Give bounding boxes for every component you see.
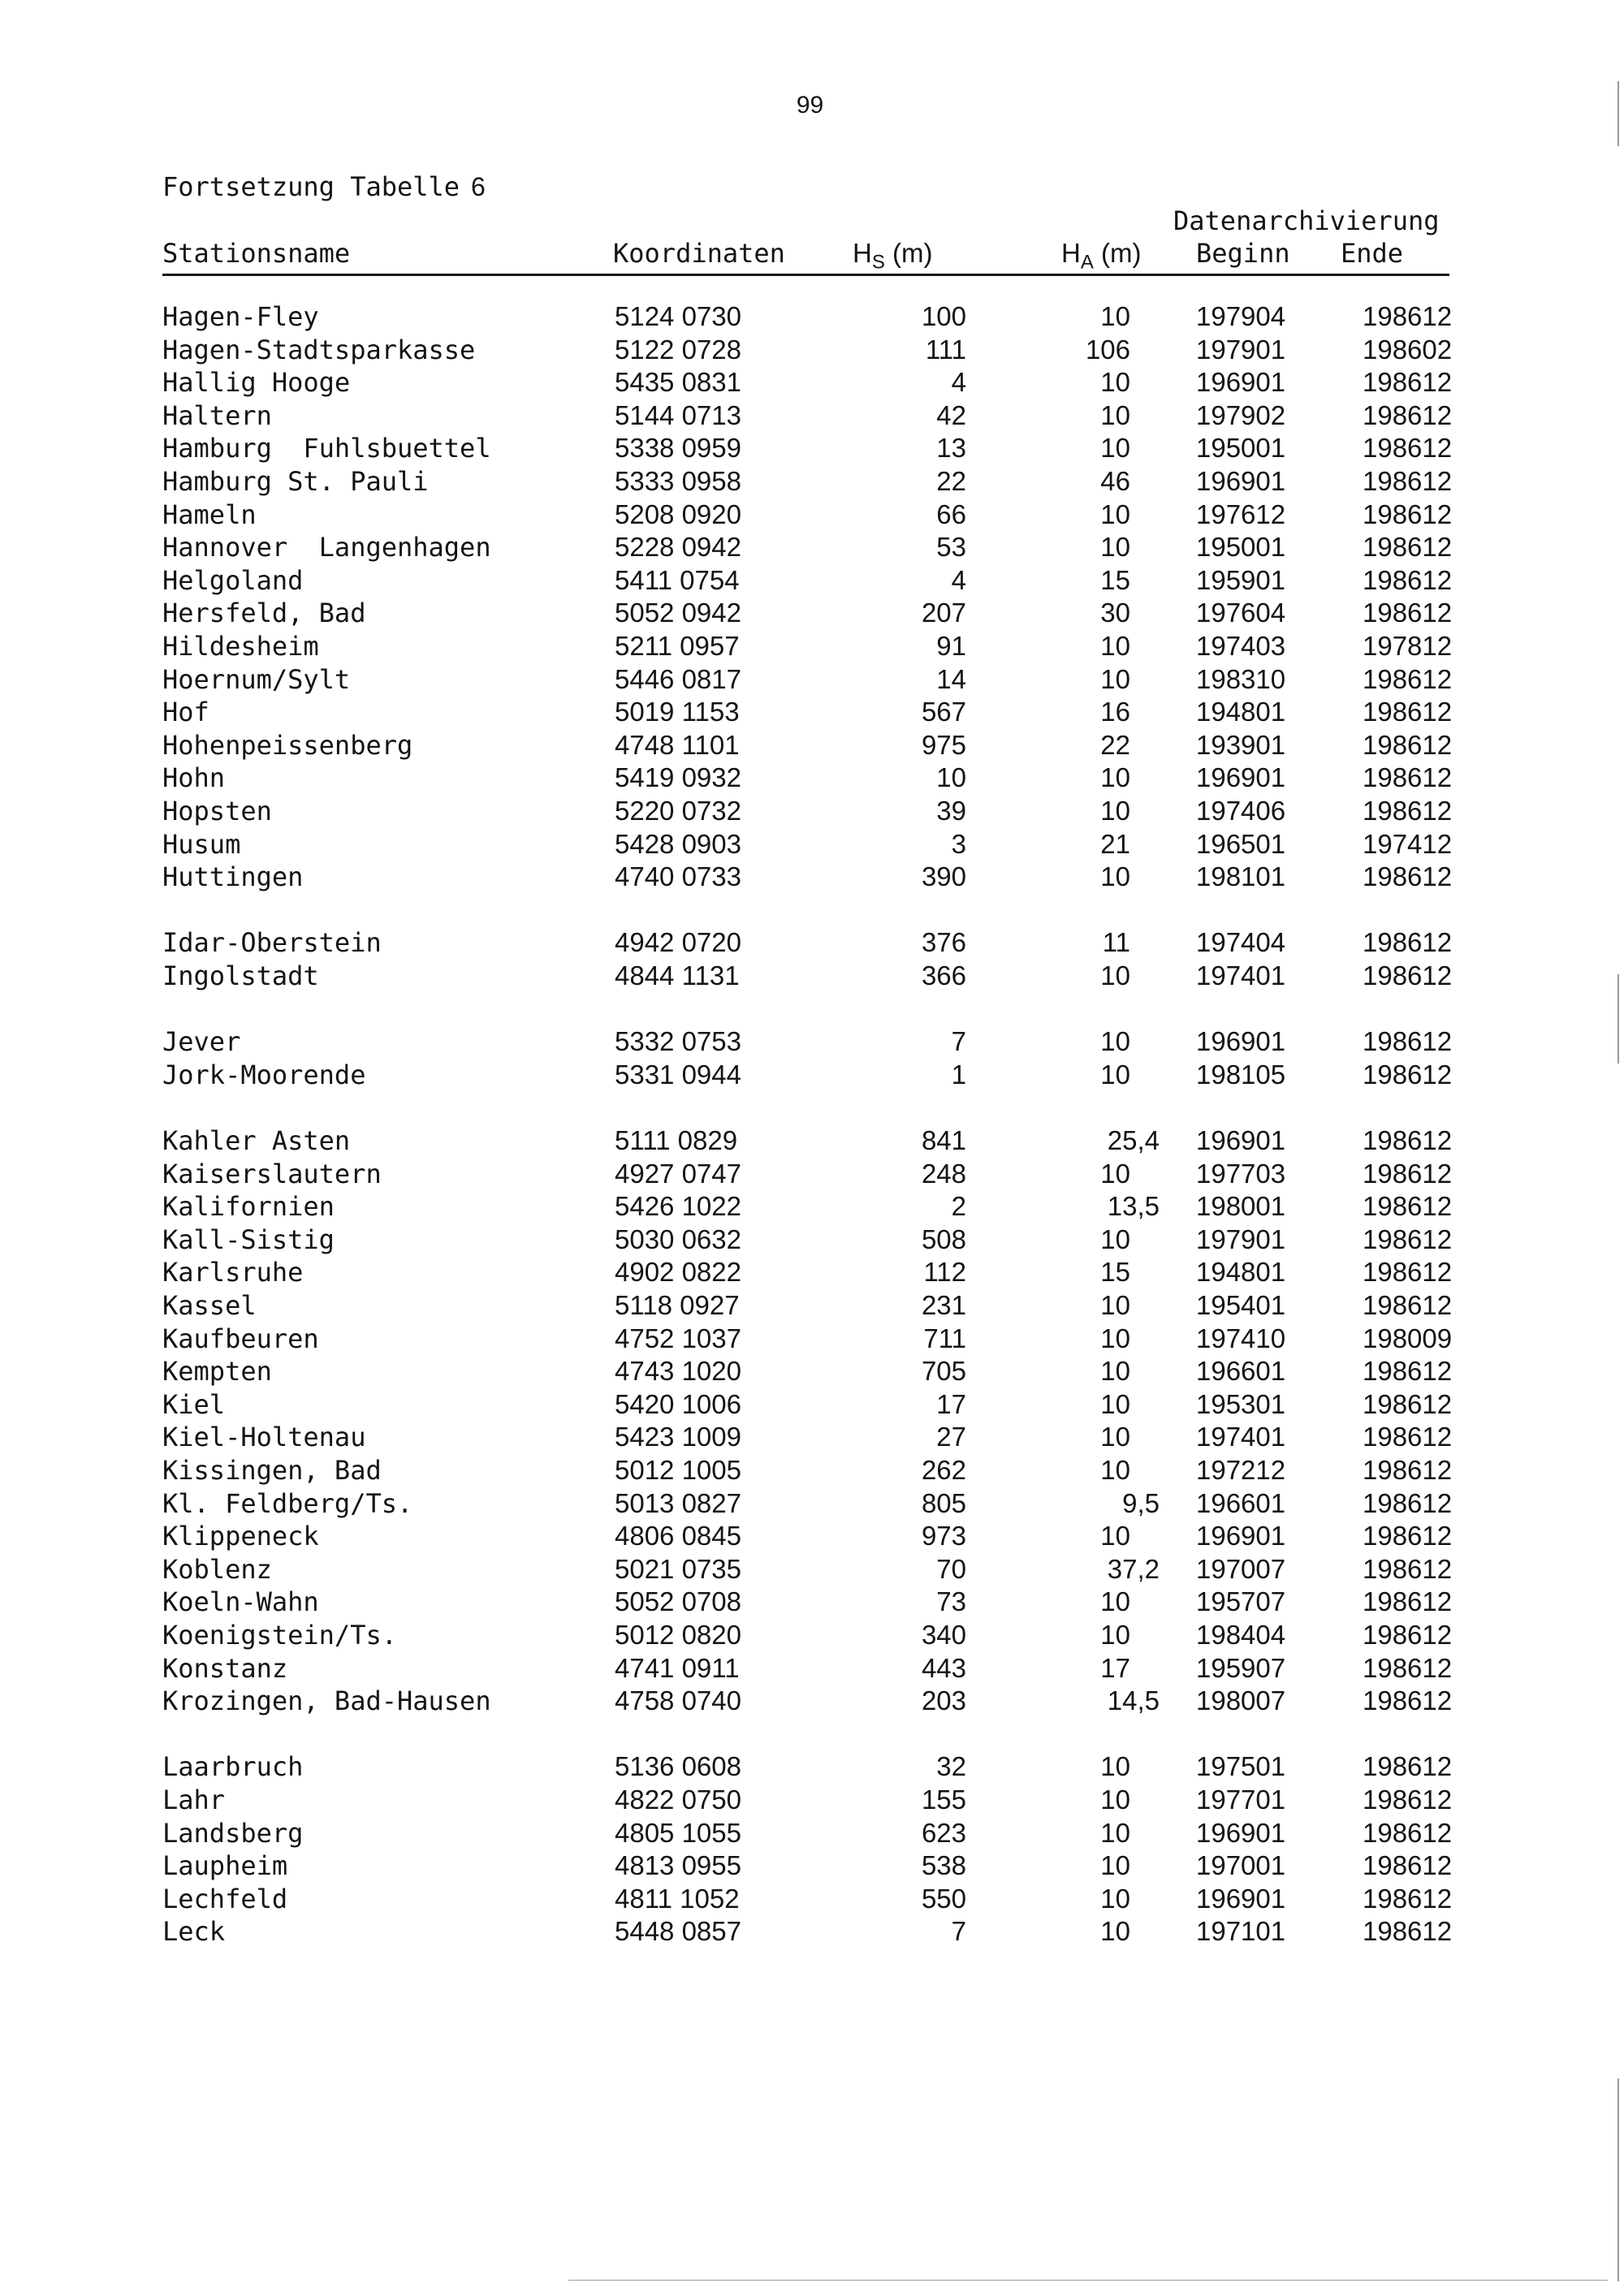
- cell-station: Landsberg: [162, 1818, 304, 1849]
- cell-coordinates: 5208 0920: [615, 499, 741, 529]
- cell-coordinates: 5118 0927: [615, 1290, 740, 1320]
- cell-beginn: 197604: [1196, 598, 1286, 628]
- cell-coordinates: 5012 0820: [615, 1620, 741, 1650]
- cell-beginn: 196901: [1196, 1521, 1286, 1551]
- cell-beginn: 197212: [1196, 1455, 1286, 1485]
- cell-coordinates: 5228 0942: [615, 532, 741, 562]
- cell-beginn: 197401: [1196, 960, 1286, 990]
- cell-hs: 231: [921, 1290, 966, 1320]
- cell-station: Kalifornien: [162, 1191, 335, 1222]
- cell-ende: 198612: [1363, 565, 1453, 595]
- cell-hs: 390: [921, 861, 966, 891]
- cell-station: Helgoland: [162, 565, 304, 596]
- cell-ha: 21: [1100, 829, 1130, 859]
- cell-hs: 508: [921, 1224, 966, 1254]
- cell-beginn: 196901: [1196, 1818, 1286, 1848]
- cell-ha: 10: [1100, 762, 1130, 792]
- cell-coordinates: 5338 0959: [615, 433, 741, 463]
- cell-hs: 550: [921, 1884, 966, 1914]
- cell-hs: 100: [921, 301, 966, 331]
- cell-beginn: 198404: [1196, 1620, 1286, 1650]
- cell-station: Leck: [162, 1916, 226, 1947]
- cell-station: Idar-Oberstein: [162, 927, 382, 958]
- cell-ha: 10: [1100, 1620, 1130, 1650]
- cell-hs: 711: [923, 1323, 966, 1353]
- cell-ha: 10: [1100, 1356, 1130, 1386]
- cell-station: Krozingen, Bad-Hausen: [162, 1685, 491, 1716]
- cell-ende: 197412: [1363, 829, 1453, 859]
- cell-ende: 198009: [1363, 1323, 1453, 1353]
- cell-coordinates: 4741 0911: [615, 1653, 740, 1683]
- header-ha-sub: A: [1080, 251, 1094, 274]
- cell-coordinates: 4805 1055: [615, 1818, 741, 1848]
- cell-beginn: 195707: [1196, 1586, 1286, 1616]
- cell-coordinates: 5220 0732: [615, 796, 741, 826]
- cell-station: Kassel: [162, 1290, 257, 1321]
- cell-hs: 203: [921, 1685, 966, 1716]
- cell-ende: 198612: [1363, 301, 1453, 331]
- subtitle-table-number: 6: [471, 172, 486, 201]
- cell-station: Kiel: [162, 1389, 226, 1420]
- cell-ha: 10: [1100, 301, 1130, 331]
- cell-beginn: 197401: [1196, 1422, 1286, 1452]
- cell-station: Hersfeld, Bad: [162, 598, 366, 628]
- cell-coordinates: 4740 0733: [615, 861, 741, 891]
- cell-ende: 198612: [1363, 1422, 1453, 1452]
- cell-ende: 198612: [1363, 960, 1453, 990]
- scan-mark: [568, 2280, 1608, 2281]
- cell-station: Kissingen, Bad: [162, 1455, 382, 1486]
- cell-ha: 30: [1100, 598, 1130, 628]
- cell-hs: 42: [936, 400, 966, 430]
- cell-ende: 198612: [1363, 1521, 1453, 1551]
- cell-coordinates: 4752 1037: [615, 1323, 741, 1353]
- cell-hs: 340: [921, 1620, 966, 1650]
- cell-station: Lechfeld: [162, 1884, 288, 1914]
- cell-ende: 198612: [1363, 1751, 1453, 1781]
- cell-beginn: 197001: [1196, 1850, 1286, 1880]
- cell-beginn: 196901: [1196, 1026, 1286, 1056]
- cell-ende: 198612: [1363, 1850, 1453, 1880]
- header-beginn: Beginn: [1196, 238, 1290, 269]
- cell-station: Kempten: [162, 1356, 272, 1387]
- cell-coordinates: 5428 0903: [615, 829, 741, 859]
- header-ha: [1061, 237, 1142, 279]
- cell-coordinates: 5030 0632: [615, 1224, 741, 1254]
- cell-ha: 37,2: [1107, 1554, 1160, 1584]
- cell-station: Konstanz: [162, 1653, 288, 1684]
- cell-ende: 198612: [1363, 1191, 1453, 1221]
- header-coords: Koordinaten: [613, 238, 785, 269]
- cell-hs: 17: [936, 1389, 966, 1419]
- cell-station: Hamburg Fuhlsbuettel: [162, 433, 491, 464]
- cell-station: Laarbruch: [162, 1751, 304, 1782]
- cell-ende: 198612: [1363, 1060, 1453, 1090]
- cell-ha: 10: [1100, 1850, 1130, 1880]
- cell-coordinates: 4927 0747: [615, 1159, 741, 1189]
- cell-hs: 538: [921, 1850, 966, 1880]
- cell-beginn: 197403: [1196, 631, 1286, 661]
- cell-ende: 198602: [1363, 334, 1453, 365]
- cell-station: Hallig Hooge: [162, 367, 351, 398]
- cell-ha: 10: [1100, 960, 1130, 990]
- cell-coordinates: 5124 0730: [615, 301, 741, 331]
- cell-beginn: 195001: [1196, 433, 1286, 463]
- cell-coordinates: 4758 0740: [615, 1685, 741, 1716]
- cell-beginn: 196901: [1196, 1884, 1286, 1914]
- page-number: 99: [796, 92, 824, 119]
- scan-mark: [1618, 2078, 1619, 2281]
- cell-hs: 13: [936, 433, 966, 463]
- cell-beginn: 198105: [1196, 1060, 1286, 1090]
- cell-station: Hildesheim: [162, 631, 319, 662]
- cell-beginn: 197404: [1196, 927, 1286, 957]
- cell-hs: 111: [925, 334, 966, 365]
- cell-coordinates: 4743 1020: [615, 1356, 741, 1386]
- cell-ha: 10: [1100, 1026, 1130, 1056]
- cell-coordinates: 5012 1005: [615, 1455, 741, 1485]
- cell-beginn: 196601: [1196, 1488, 1286, 1518]
- cell-coordinates: 5144 0713: [615, 400, 741, 430]
- cell-ha: 10: [1100, 861, 1130, 891]
- cell-hs: 376: [921, 927, 966, 957]
- cell-coordinates: 5448 0857: [615, 1916, 741, 1946]
- cell-hs: 10: [936, 762, 966, 792]
- cell-ende: 198612: [1363, 1916, 1453, 1946]
- table-subtitle: [162, 170, 486, 203]
- cell-coordinates: 4811 1052: [615, 1884, 740, 1914]
- cell-station: Hohenpeissenberg: [162, 730, 413, 761]
- cell-ende: 198612: [1363, 927, 1453, 957]
- cell-beginn: 197501: [1196, 1751, 1286, 1781]
- cell-beginn: 196901: [1196, 1125, 1286, 1155]
- cell-coordinates: 4942 0720: [615, 927, 741, 957]
- header-ha-letter: H: [1061, 238, 1081, 268]
- cell-ha: 10: [1100, 532, 1130, 562]
- header-datenarchivierung: Datenarchivierung: [1173, 205, 1440, 236]
- cell-ha: 14,5: [1107, 1685, 1160, 1716]
- cell-station: Kaiserslautern: [162, 1159, 382, 1189]
- cell-ende: 198612: [1363, 1653, 1453, 1683]
- cell-station: Kahler Asten: [162, 1125, 351, 1156]
- cell-hs: 112: [923, 1257, 966, 1287]
- cell-hs: 155: [921, 1785, 966, 1815]
- cell-ha: 10: [1100, 1751, 1130, 1781]
- cell-ende: 198612: [1363, 400, 1453, 430]
- cell-ha: 15: [1100, 1257, 1130, 1287]
- cell-beginn: 194801: [1196, 697, 1286, 727]
- cell-ha: 10: [1100, 1586, 1130, 1616]
- cell-ha: 10: [1100, 664, 1130, 694]
- cell-hs: 975: [921, 730, 966, 760]
- cell-station: Jever: [162, 1026, 241, 1057]
- cell-ha: 10: [1100, 1060, 1130, 1090]
- cell-station: Jork-Moorende: [162, 1060, 366, 1090]
- cell-coordinates: 5052 0942: [615, 598, 741, 628]
- cell-hs: 27: [936, 1422, 966, 1452]
- cell-ende: 198612: [1363, 1818, 1453, 1848]
- cell-coordinates: 5423 1009: [615, 1422, 741, 1452]
- cell-beginn: 195907: [1196, 1653, 1286, 1683]
- cell-hs: 366: [921, 960, 966, 990]
- cell-ende: 198612: [1363, 796, 1453, 826]
- subtitle-text: Fortsetzung Tabelle: [162, 171, 460, 202]
- cell-coordinates: 5111 0829: [615, 1125, 738, 1155]
- cell-station: Klippeneck: [162, 1521, 319, 1552]
- cell-beginn: 197410: [1196, 1323, 1286, 1353]
- cell-coordinates: 5013 0827: [615, 1488, 741, 1518]
- cell-ha: 10: [1100, 1290, 1130, 1320]
- cell-station: Kl. Feldberg/Ts.: [162, 1488, 413, 1519]
- header-ende: Ende: [1341, 238, 1404, 269]
- cell-coordinates: 5411 0754: [615, 565, 740, 595]
- cell-ende: 198612: [1363, 730, 1453, 760]
- cell-hs: 4: [951, 367, 966, 397]
- header-hs-letter: H: [853, 238, 872, 268]
- cell-station: Hannover Langenhagen: [162, 532, 491, 563]
- cell-beginn: 193901: [1196, 730, 1286, 760]
- cell-hs: 841: [921, 1125, 966, 1155]
- cell-hs: 3: [951, 829, 966, 859]
- cell-coordinates: 5420 1006: [615, 1389, 741, 1419]
- cell-ende: 198612: [1363, 433, 1453, 463]
- header-hs-sub: S: [871, 251, 885, 274]
- cell-ende: 198612: [1363, 697, 1453, 727]
- cell-hs: 32: [936, 1751, 966, 1781]
- cell-station: Koenigstein/Ts.: [162, 1620, 397, 1651]
- cell-ha: 10: [1100, 499, 1130, 529]
- cell-station: Huttingen: [162, 861, 304, 892]
- cell-ha: 25,4: [1107, 1125, 1160, 1155]
- cell-beginn: 197703: [1196, 1159, 1286, 1189]
- cell-ende: 198612: [1363, 1488, 1453, 1518]
- cell-hs: 443: [921, 1653, 966, 1683]
- cell-station: Koeln-Wahn: [162, 1586, 319, 1617]
- cell-coordinates: 4806 0845: [615, 1521, 741, 1551]
- cell-hs: 39: [936, 796, 966, 826]
- cell-hs: 66: [936, 499, 966, 529]
- cell-coordinates: 5419 0932: [615, 762, 741, 792]
- cell-station: Ingolstadt: [162, 960, 319, 991]
- cell-ha: 10: [1100, 1785, 1130, 1815]
- cell-beginn: 196901: [1196, 367, 1286, 397]
- cell-station: Laupheim: [162, 1850, 288, 1881]
- cell-ha: 10: [1100, 1224, 1130, 1254]
- cell-ende: 198612: [1363, 1290, 1453, 1320]
- cell-coordinates: 5331 0944: [615, 1060, 741, 1090]
- cell-beginn: 197701: [1196, 1785, 1286, 1815]
- header-station: Stationsname: [162, 238, 351, 269]
- cell-ende: 198612: [1363, 664, 1453, 694]
- cell-ende: 198612: [1363, 1125, 1453, 1155]
- cell-coordinates: 5426 1022: [615, 1191, 741, 1221]
- cell-station: Haltern: [162, 400, 272, 431]
- cell-station: Koblenz: [162, 1554, 272, 1585]
- cell-hs: 207: [921, 598, 966, 628]
- cell-hs: 14: [936, 664, 966, 694]
- cell-station: Kall-Sistig: [162, 1224, 335, 1255]
- cell-ende: 198612: [1363, 1159, 1453, 1189]
- cell-hs: 2: [951, 1191, 966, 1221]
- cell-ha: 10: [1100, 433, 1130, 463]
- cell-hs: 91: [936, 631, 966, 661]
- cell-coordinates: 4748 1101: [615, 730, 740, 760]
- cell-ha: 10: [1100, 1389, 1130, 1419]
- cell-ende: 198612: [1363, 598, 1453, 628]
- cell-hs: 973: [921, 1521, 966, 1551]
- cell-beginn: 198310: [1196, 664, 1286, 694]
- cell-beginn: 197901: [1196, 1224, 1286, 1254]
- cell-ha: 11: [1102, 927, 1130, 957]
- cell-hs: 705: [921, 1356, 966, 1386]
- scan-mark: [1618, 81, 1619, 146]
- cell-ende: 198612: [1363, 1455, 1453, 1485]
- cell-coordinates: 4822 0750: [615, 1785, 741, 1815]
- cell-ende: 198612: [1363, 1685, 1453, 1716]
- cell-beginn: 197901: [1196, 334, 1286, 365]
- cell-coordinates: 5122 0728: [615, 334, 741, 365]
- cell-ha: 17: [1100, 1653, 1130, 1683]
- cell-beginn: 196601: [1196, 1356, 1286, 1386]
- cell-ha: 10: [1100, 1159, 1130, 1189]
- cell-beginn: 197902: [1196, 400, 1286, 430]
- cell-hs: 262: [921, 1455, 966, 1485]
- cell-beginn: 196901: [1196, 466, 1286, 496]
- cell-station: Lahr: [162, 1785, 226, 1815]
- cell-ende: 198612: [1363, 1224, 1453, 1254]
- cell-beginn: 197101: [1196, 1916, 1286, 1946]
- cell-hs: 623: [921, 1818, 966, 1848]
- cell-hs: 7: [951, 1916, 966, 1946]
- cell-coordinates: 5435 0831: [615, 367, 741, 397]
- cell-beginn: 197007: [1196, 1554, 1286, 1584]
- cell-ha: 10: [1100, 1884, 1130, 1914]
- cell-ende: 198612: [1363, 1785, 1453, 1815]
- cell-ende: 198612: [1363, 1554, 1453, 1584]
- cell-ende: 198612: [1363, 1884, 1453, 1914]
- cell-beginn: 197904: [1196, 301, 1286, 331]
- cell-ha: 13,5: [1107, 1191, 1160, 1221]
- cell-beginn: 195001: [1196, 532, 1286, 562]
- cell-station: Kaufbeuren: [162, 1323, 319, 1354]
- header-ha-unit: (m): [1093, 238, 1142, 268]
- cell-ha: 10: [1100, 400, 1130, 430]
- cell-hs: 70: [936, 1554, 966, 1584]
- cell-station: Hoernum/Sylt: [162, 664, 351, 695]
- cell-ha: 10: [1100, 631, 1130, 661]
- cell-ende: 198612: [1363, 367, 1453, 397]
- cell-ha: 15: [1100, 565, 1130, 595]
- cell-ha: 10: [1100, 1818, 1130, 1848]
- cell-ha: 106: [1085, 334, 1130, 365]
- cell-coordinates: 5332 0753: [615, 1026, 741, 1056]
- cell-ende: 198612: [1363, 1620, 1453, 1650]
- cell-beginn: 197612: [1196, 499, 1286, 529]
- cell-ende: 198612: [1363, 861, 1453, 891]
- cell-hs: 805: [921, 1488, 966, 1518]
- cell-station: Hamburg St. Pauli: [162, 466, 429, 497]
- cell-beginn: 198001: [1196, 1191, 1286, 1221]
- cell-station: Karlsruhe: [162, 1257, 304, 1288]
- cell-beginn: 198007: [1196, 1685, 1286, 1716]
- cell-ha: 10: [1100, 1916, 1130, 1946]
- cell-ende: 198612: [1363, 1389, 1453, 1419]
- cell-beginn: 196501: [1196, 829, 1286, 859]
- cell-ende: 198612: [1363, 1586, 1453, 1616]
- cell-ende: 198612: [1363, 762, 1453, 792]
- cell-hs: 53: [936, 532, 966, 562]
- cell-station: Husum: [162, 829, 241, 860]
- cell-ha: 16: [1100, 697, 1130, 727]
- cell-ha: 10: [1100, 1323, 1130, 1353]
- cell-ende: 197812: [1363, 631, 1453, 661]
- header-rule: [162, 274, 1449, 276]
- cell-ha: 46: [1100, 466, 1130, 496]
- cell-hs: 248: [921, 1159, 966, 1189]
- scan-mark: [1618, 974, 1619, 1064]
- cell-beginn: 194801: [1196, 1257, 1286, 1287]
- cell-hs: 22: [936, 466, 966, 496]
- cell-coordinates: 5211 0957: [615, 631, 740, 661]
- cell-beginn: 195301: [1196, 1389, 1286, 1419]
- cell-beginn: 196901: [1196, 762, 1286, 792]
- cell-coordinates: 5136 0608: [615, 1751, 741, 1781]
- cell-ende: 198612: [1363, 466, 1453, 496]
- cell-station: Hof: [162, 697, 209, 727]
- cell-ha: 9,5: [1122, 1488, 1160, 1518]
- cell-coordinates: 5446 0817: [615, 664, 741, 694]
- cell-ende: 198612: [1363, 1257, 1453, 1287]
- cell-beginn: 195401: [1196, 1290, 1286, 1320]
- cell-station: Kiel-Holtenau: [162, 1422, 366, 1452]
- cell-hs: 1: [951, 1060, 966, 1090]
- cell-station: Hagen-Fley: [162, 301, 319, 332]
- cell-beginn: 195901: [1196, 565, 1286, 595]
- cell-ende: 198612: [1363, 1356, 1453, 1386]
- cell-station: Hagen-Stadtsparkasse: [162, 334, 476, 365]
- cell-coordinates: 4813 0955: [615, 1850, 741, 1880]
- cell-hs: 73: [936, 1586, 966, 1616]
- cell-coordinates: 5021 0735: [615, 1554, 741, 1584]
- cell-ha: 10: [1100, 796, 1130, 826]
- cell-station: Hohn: [162, 762, 226, 793]
- cell-hs: 7: [951, 1026, 966, 1056]
- cell-ende: 198612: [1363, 532, 1453, 562]
- cell-hs: 567: [921, 697, 966, 727]
- cell-ha: 10: [1100, 1455, 1130, 1485]
- cell-station: Hopsten: [162, 796, 272, 826]
- header-hs: [853, 237, 933, 279]
- cell-coordinates: 4902 0822: [615, 1257, 741, 1287]
- cell-ha: 10: [1100, 367, 1130, 397]
- cell-beginn: 197406: [1196, 796, 1286, 826]
- cell-coordinates: 4844 1131: [615, 960, 740, 990]
- cell-ende: 198612: [1363, 1026, 1453, 1056]
- cell-station: Hameln: [162, 499, 257, 530]
- header-hs-unit: (m): [884, 238, 933, 268]
- cell-ha: 22: [1100, 730, 1130, 760]
- cell-coordinates: 5052 0708: [615, 1586, 741, 1616]
- cell-hs: 4: [951, 565, 966, 595]
- cell-ende: 198612: [1363, 499, 1453, 529]
- cell-coordinates: 5333 0958: [615, 466, 741, 496]
- cell-ha: 10: [1100, 1521, 1130, 1551]
- cell-beginn: 198101: [1196, 861, 1286, 891]
- cell-ha: 10: [1100, 1422, 1130, 1452]
- cell-coordinates: 5019 1153: [615, 697, 740, 727]
